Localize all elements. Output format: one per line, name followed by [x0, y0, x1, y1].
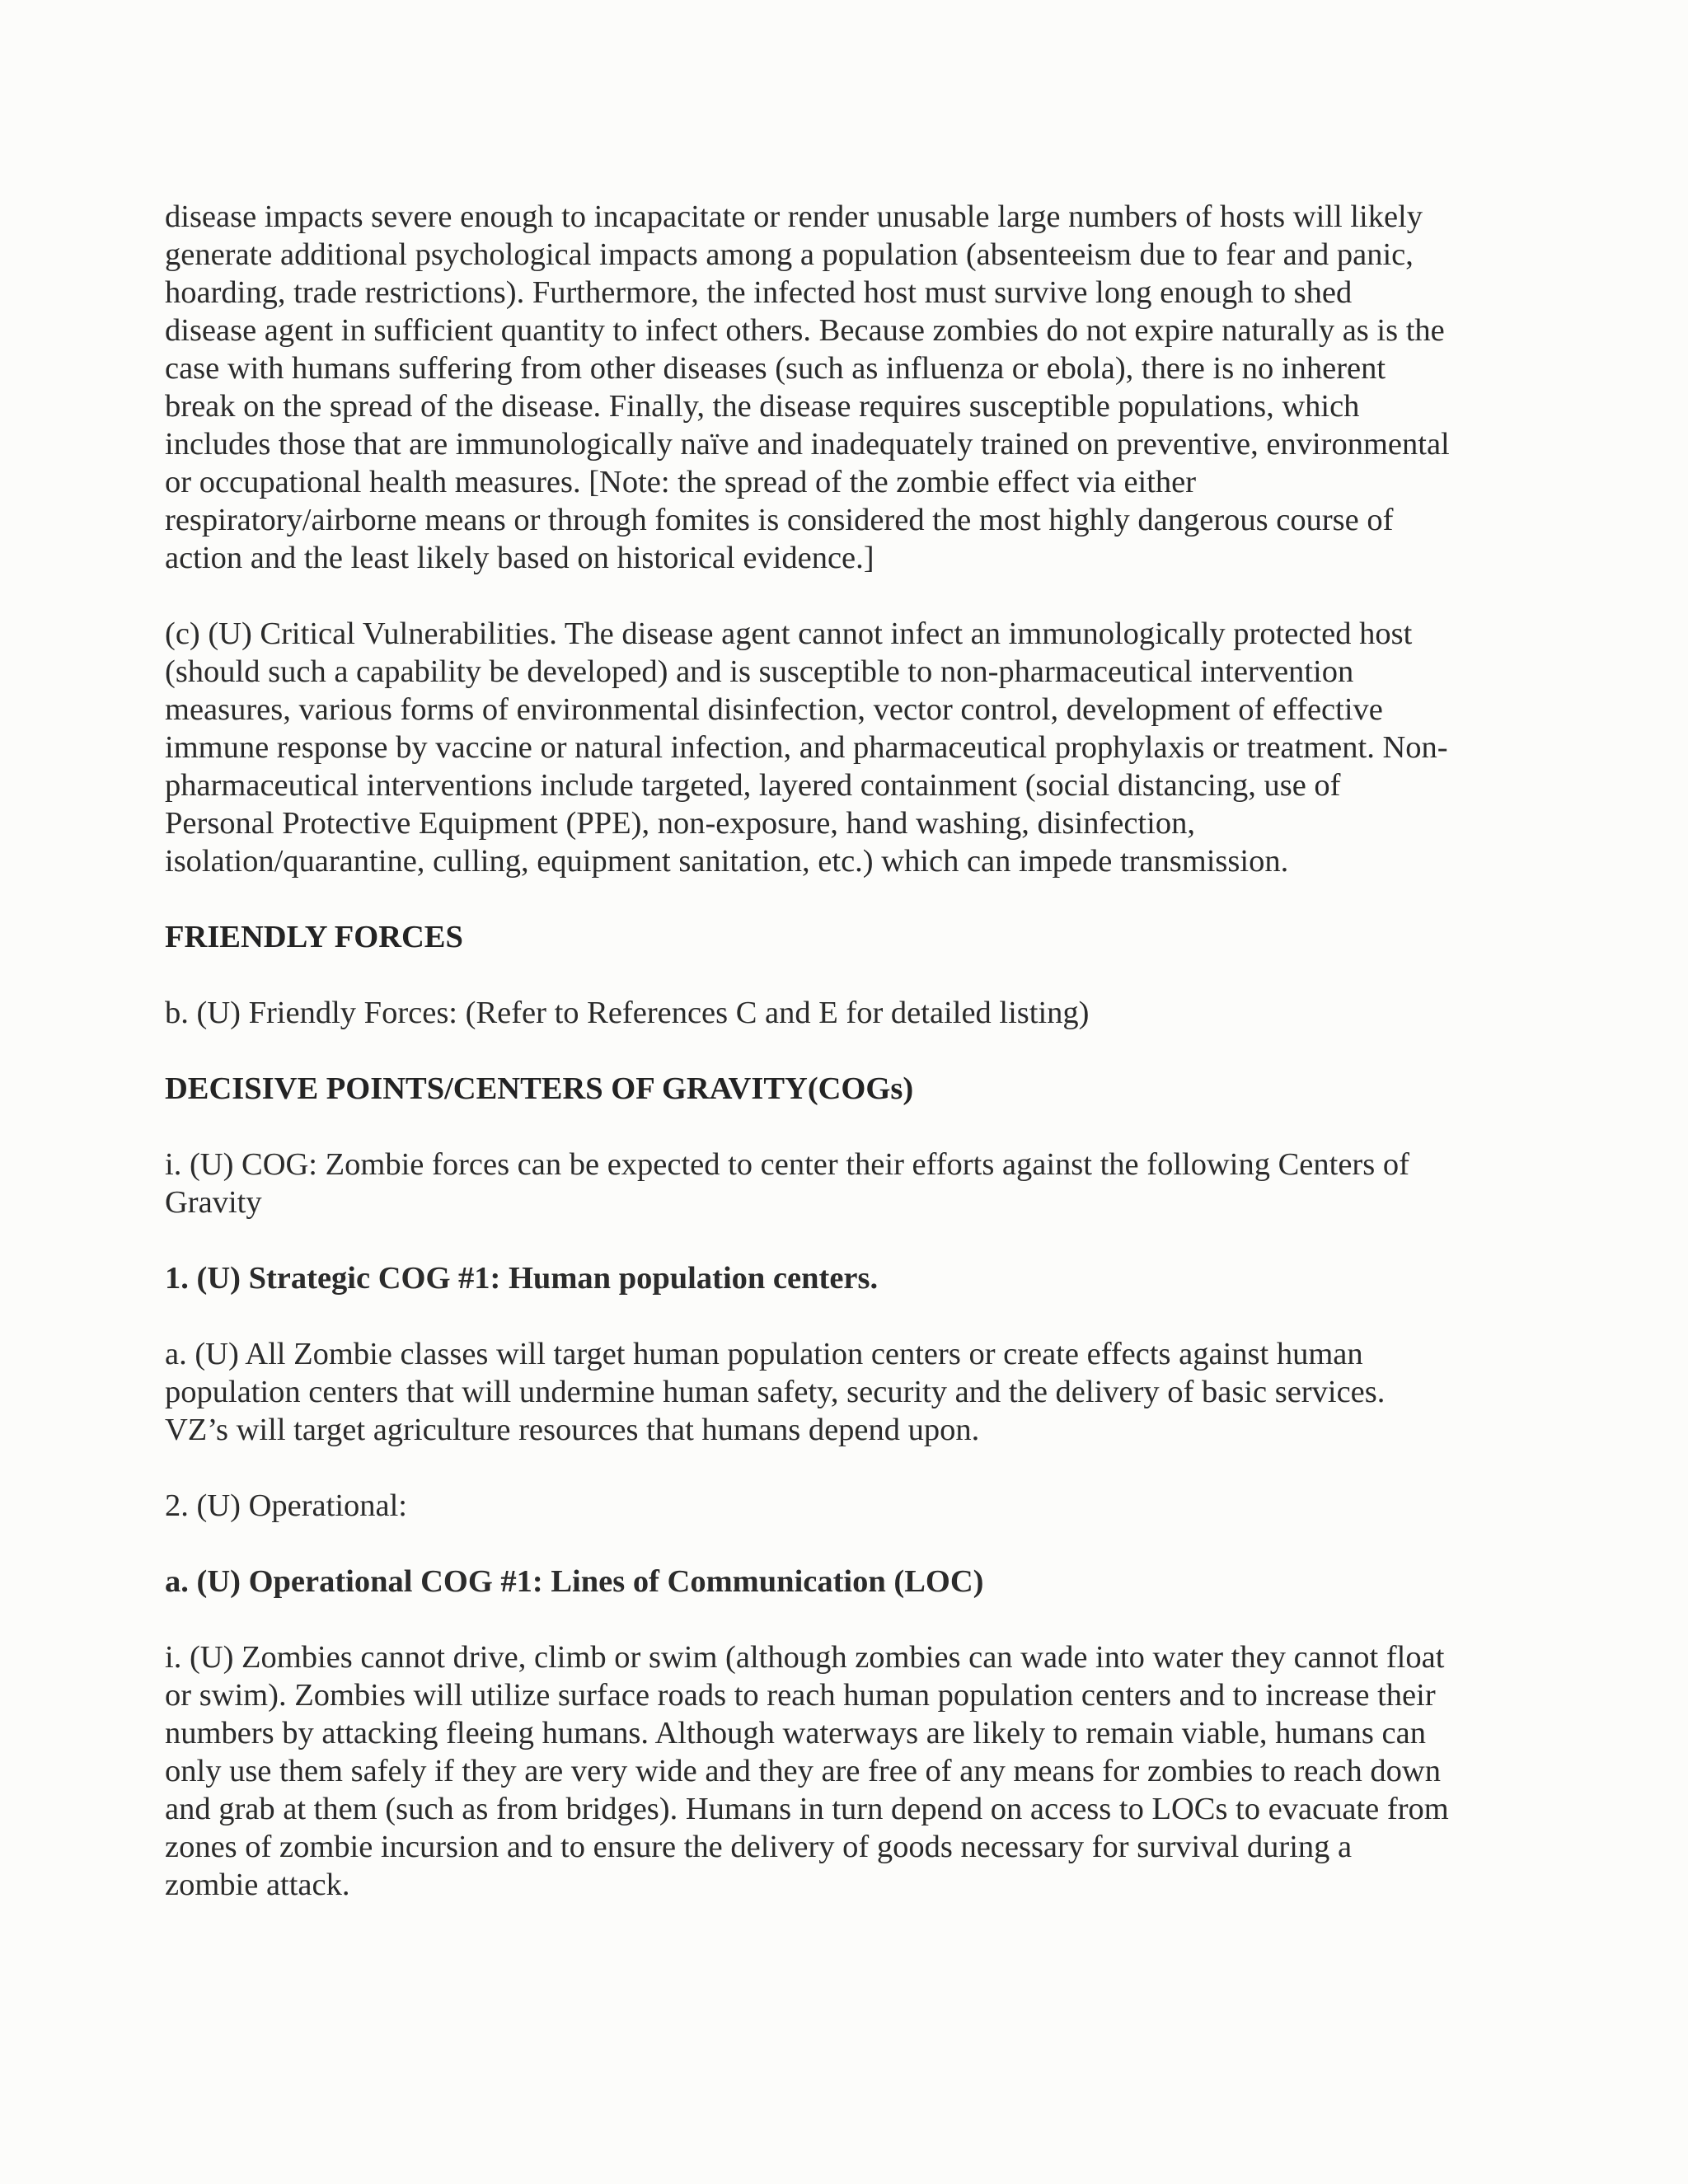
spacer [165, 577, 1451, 615]
spacer [165, 956, 1451, 994]
heading-operational-cog: a. (U) Operational COG #1: Lines of Communication (LOC) [165, 1564, 984, 1599]
paragraph-disease-impacts: disease impacts severe enough to incapacitate or render unusable large numbers of hosts will likely generate additional psychological impacts among a population (absenteeism due to fear and panic, hoarding, trade restrictions). Furthermore, the infected host must survive long enough to shed disease agent in sufficient quantity to infect others. Because zombies do not expire naturally as is the case with humans suffering from other diseases (such as influenza or ebola), there is no inherent break on the spread of the disease. Finally, the disease requires susceptible populations, which includes those that are immunologically naïve and inadequately trained on preventive, environmental or occupational health measures. [Note: the spread of the zombie effect via either respiratory/airborne means or through fomites is considered the most highly dangerous course of action and the least likely based on historical evidence.] [165, 199, 1450, 575]
paragraph-cog-intro: i. (U) COG: Zombie forces can be expected to center their efforts against the following Centers of Gravity [165, 1147, 1409, 1220]
spacer [165, 1032, 1451, 1070]
document-body [165, 198, 1451, 1904]
spacer [165, 880, 1451, 918]
paragraph-strategic-cog: a. (U) All Zombie classes will target human population centers or create effects against human population centers that will undermine human safety, security and the delivery of basic services. VZ’s will target agriculture resources that humans depend upon. [165, 1337, 1386, 1447]
spacer [165, 1525, 1451, 1563]
paragraph-critical-vulnerabilities: (c) (U) Critical Vulnerabilities. The disease agent cannot infect an immunologically protected host (should such a capability be developed) and is susceptible to non-pharmaceutical intervention measures, various forms of environmental disinfection, vector control, development of effective immune response by vaccine or natural infection, and pharmaceutical prophylaxis or treatment. Non-pharmaceutical interventions include targeted, layered containment (social distancing, use of Personal Protective Equipment (PPE), non-exposure, hand washing, disinfection, isolation/quarantine, culling, equipment sanitation, etc.) which can impede transmission. [165, 616, 1448, 879]
heading-friendly-forces: FRIENDLY FORCES [165, 920, 463, 954]
spacer [165, 1449, 1451, 1487]
paragraph-friendly-forces: b. (U) Friendly Forces: (Refer to References C and E for detailed listing) [165, 996, 1090, 1030]
spacer [165, 1297, 1451, 1335]
label-operational: 2. (U) Operational: [165, 1488, 407, 1523]
heading-decisive-points: DECISIVE POINTS/CENTERS OF GRAVITY(COGs) [165, 1071, 914, 1106]
spacer [165, 1601, 1451, 1638]
spacer [165, 1221, 1451, 1259]
heading-strategic-cog: 1. (U) Strategic COG #1: Human population centers. [165, 1261, 879, 1296]
paragraph-operational-cog: i. (U) Zombies cannot drive, climb or swim (although zombies can wade into water they cannot float or swim). Zombies will utilize surface roads to reach human population centers and to increase their numbers by attacking fleeing humans. Although waterways are likely to remain viable, humans can only use them safely if they are very wide and they are free of any means for zombies to reach down and grab at them (such as from bridges). Humans in turn depend on access to LOCs to evacuate from zones of zombie incursion and to ensure the delivery of goods necessary for survival during a zombie attack. [165, 1640, 1449, 1902]
spacer [165, 1108, 1451, 1146]
